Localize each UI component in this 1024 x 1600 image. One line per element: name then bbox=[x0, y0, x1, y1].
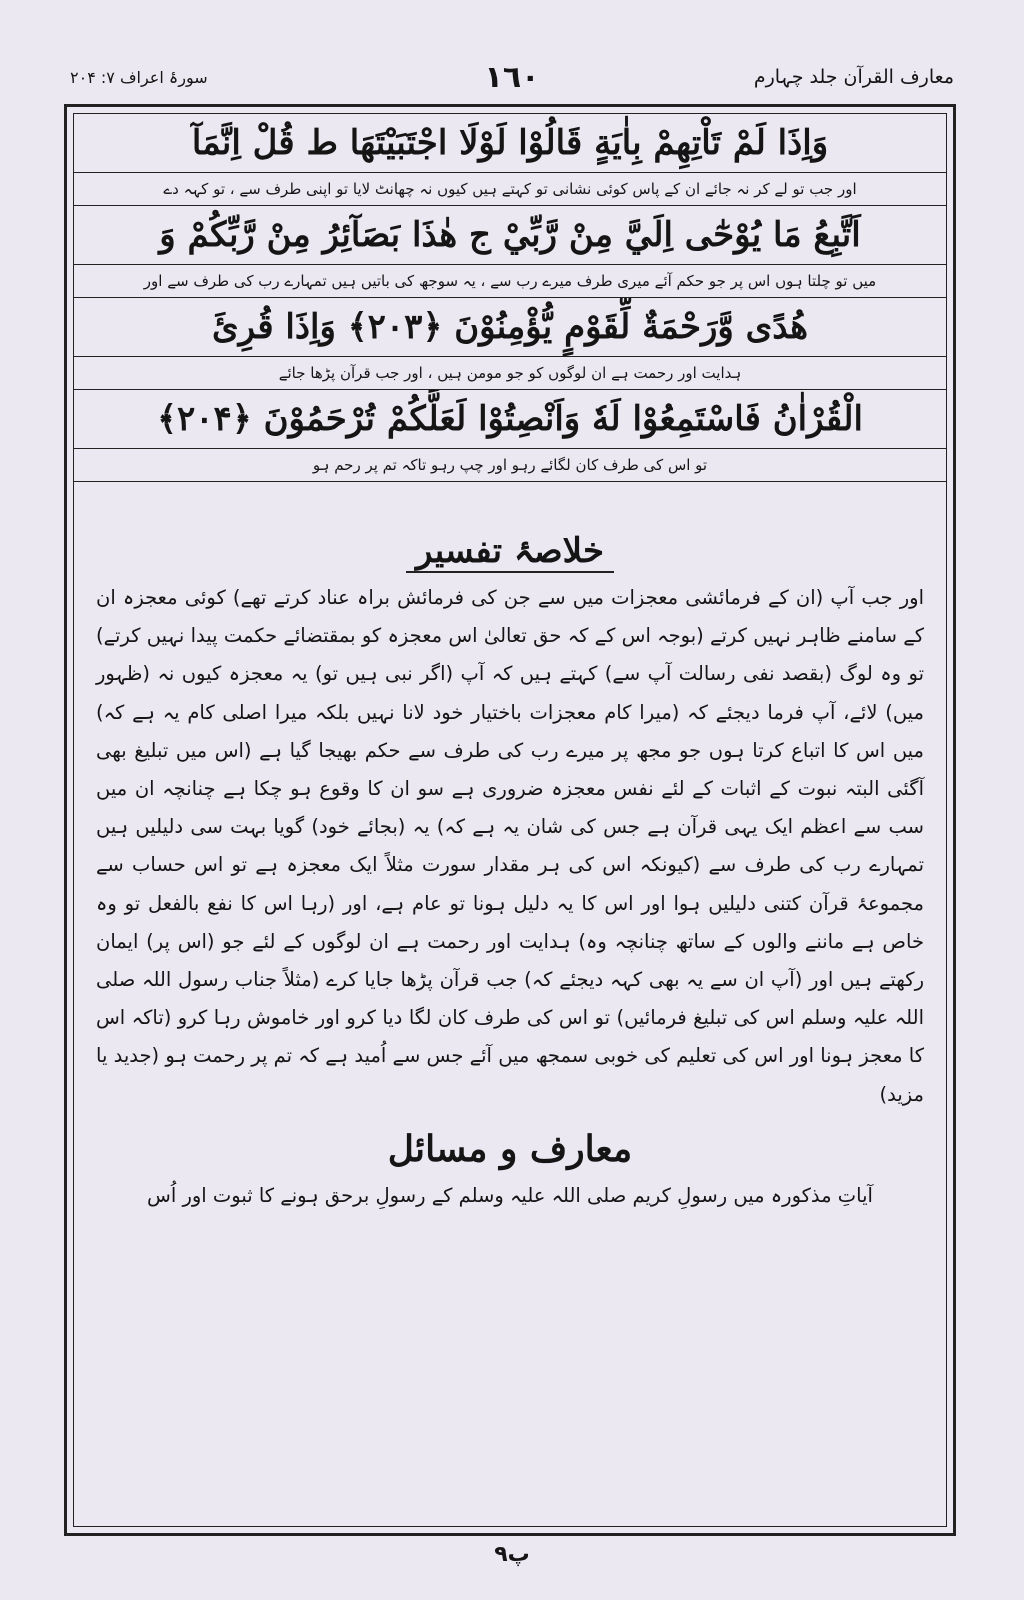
page-header bbox=[70, 60, 954, 100]
verse-translation-3: ہدایت اور رحمت ہے ان لوگوں کو جو مومن ہیں ، اور جب قرآن پڑھا جائے bbox=[74, 357, 946, 390]
verse-arabic-1: وَاِذَا لَمْ تَاْتِهِمْ بِاٰيَةٍ قَالُوْا لَوْلَا اجْتَبَيْتَهَا ط قُلْ اِنَّمَآ bbox=[74, 114, 946, 173]
page-inner-frame bbox=[73, 113, 947, 1527]
verse-arabic-2: اَتَّبِعُ مَا يُوْحٰٓى اِلَيَّ مِنْ رَّبِّيْ ج هٰذَا بَصَآئِرُ مِنْ رَّبِّكُمْ وَ bbox=[74, 206, 946, 265]
verse-translation-2: میں تو چلتا ہوں اس پر جو حکم آئے میری طرف میرے رب سے ، یہ سوجھ کی باتیں ہیں تمہارے رب کی طرف سے اور bbox=[74, 265, 946, 298]
verse-translation-4: تو اس کی طرف کان لگائے رہو اور چپ رہو تاکہ تم پر رحم ہو bbox=[312, 456, 708, 474]
surah-reference: سورۂ اعراف ۷: ۲۰۴ bbox=[70, 68, 208, 87]
verse-block bbox=[74, 114, 946, 482]
maarif-text: آیاتِ مذکورہ میں رسولِ کریم صلی اللہ علیہ وسلم کے رسولِ برحق ہونے کا ثبوت اور اُس bbox=[147, 1183, 873, 1207]
footer-signature-mark: ۹پ bbox=[494, 1542, 530, 1567]
tafsir-heading bbox=[74, 530, 946, 571]
verse-translation-1: اور جب تو لے کر نہ جائے ان کے پاس کوئی نشانی تو کہتے ہیں کیوں نہ چھانٹ لایا تو اپنی طرف سے ، تو کہہ دے bbox=[74, 173, 946, 206]
verse-arabic-3: هُدًى وَّرَحْمَةٌ لِّقَوْمٍ يُّؤْمِنُوْنَ ﴿۲۰۳﴾ وَاِذَا قُرِئَ bbox=[74, 298, 946, 357]
tafsir-heading-text: خلاصۂ تفسیر bbox=[406, 531, 614, 573]
maarif-heading: معارف و مسائل bbox=[387, 1127, 633, 1170]
verse-arabic-4: الْقُرْاٰنُ فَاسْتَمِعُوْا لَهٗ وَاَنْصِتُوْا لَعَلَّكُمْ تُرْحَمُوْنَ ﴿۲۰۴﴾ bbox=[74, 390, 946, 449]
page-number: ١٦٠ bbox=[484, 60, 540, 95]
tafsir-paragraph: اور جب آپ (ان کے فرمائشی معجزات میں سے جن کی فرمائش براہ عناد کرتے تھے) کوئی معجزہ ان کے سامنے ظاہر نہیں کرتے (بوجہ اس کے کہ حق تعالیٰ اس معجزہ کو بمقتضائے حکمت پیدا نہیں کرتے) تو وہ لوگ (بقصد نفی رسالت آپ سے) کہتے ہیں کہ آپ (اگر نبی ہیں تو) یہ معجزہ کیوں نہ (ظہور میں) لائے، آپ فرما دیجئے کہ (میرا کام معجزات باختیار خود لانا نہیں بلکہ میرا اصلی کام یہ ہے کہ) میں اس کا اتباع کرتا ہوں جو مجھ پر میرے رب کی طرف سے حکم بھیجا گیا ہے (اس میں تبلیغ بھی آگئی البتہ نبوت کے اثبات کے لئے نفس معجزہ ضروری ہے سو ان کا وقوع ہو چکا ہے چنانچہ ان میں سب سے اعظم ایک یہی قرآن ہے جس کی شان یہ ہے کہ) یہ (بجائے خود) گویا بہت سی دلیلیں ہیں تمہارے رب کی طرف سے (کیونکہ اس کی ہر مقدار سورت مثلاً ایک معجزہ ہے تو اس حساب سے مجموعۂ قرآن کتنی دلیلیں ہوا اور اس کا یہ دلیل ہونا تو عام ہے، اور (رہا اس کا نفع بالفعل تو وہ خاص ہے ماننے والوں کے ساتھ چنانچہ وہ) ہدایت اور رحمت ہے ان لوگوں کے لئے جو (اس پر) ایمان رکھتے ہیں اور (آپ ان سے یہ بھی کہہ دیجئے کہ) جب قرآن پڑھا جایا کرے (مثلاً جناب رسول اللہ صلی اللہ علیہ وسلم اس کی تبلیغ فرمائیں) تو اس کی طرف کان لگا دیا کرو اور خاموش رہا کرو (تاکہ اس کا معجز ہونا اور اس کی تعلیم کی خوبی سمجھ میں آئے جس سے اُمید ہے کہ تم پر رحمت ہو (جدید یا مزید) bbox=[96, 586, 924, 1106]
tafsir-body bbox=[74, 579, 946, 1114]
page-frame bbox=[64, 104, 956, 1536]
book-title: معارف القرآن جلد چہارم bbox=[753, 66, 954, 88]
